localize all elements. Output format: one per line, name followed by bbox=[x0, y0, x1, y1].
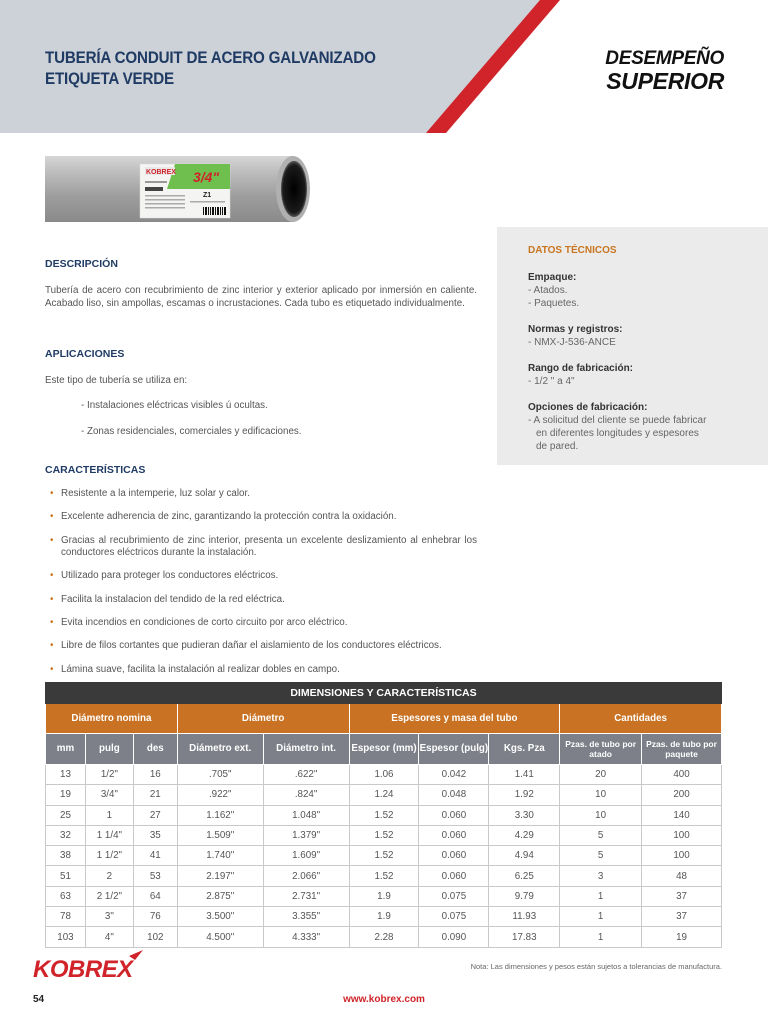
table-cell: 1.52 bbox=[349, 805, 419, 825]
table-cell: 2 1/2" bbox=[85, 886, 133, 906]
table-cell: .622" bbox=[263, 765, 349, 785]
table-cell: 4.94 bbox=[489, 846, 560, 866]
table-cell: 76 bbox=[133, 907, 177, 927]
table-cell: 0.060 bbox=[419, 825, 489, 845]
feature-text: Gracias al recubrimiento de zinc interior, presenta un excelente deslizamiento al enhebrar los conductores eléctricos durante la instalación. bbox=[61, 534, 477, 558]
table-cell: 5 bbox=[560, 846, 642, 866]
table-cell: 1.379" bbox=[263, 825, 349, 845]
table-cell: 0.060 bbox=[419, 846, 489, 866]
table-cell: 4" bbox=[85, 927, 133, 947]
table-cell: 37 bbox=[642, 907, 722, 927]
feature-item: • Evita incendios en condiciones de corto circuito por arco eléctrico. bbox=[50, 616, 348, 628]
feature-text: Excelente adherencia de zinc, garantizando la protección contra la oxidación. bbox=[61, 511, 397, 523]
kobrex-logo bbox=[33, 950, 148, 986]
table-cell: 100 bbox=[642, 846, 722, 866]
table-cell: 2.731" bbox=[263, 886, 349, 906]
table-cell: 3" bbox=[85, 907, 133, 927]
feature-text: Utilizado para proteger los conductores eléctricos. bbox=[61, 570, 279, 582]
features-heading: CARACTERÍSTICAS bbox=[45, 464, 146, 476]
table-cell: 38 bbox=[46, 846, 86, 866]
standards-label: Normas y registros: bbox=[528, 324, 623, 335]
table-cell: 3.355" bbox=[263, 907, 349, 927]
table-cell: 4.333" bbox=[263, 927, 349, 947]
table-row bbox=[46, 866, 722, 886]
table-cell: 1.609" bbox=[263, 846, 349, 866]
table-cell: 140 bbox=[642, 805, 722, 825]
table-cell: 41 bbox=[133, 846, 177, 866]
table-cell: 78 bbox=[46, 907, 86, 927]
table-cell: 1.52 bbox=[349, 825, 419, 845]
applications-heading: APLICACIONES bbox=[45, 348, 125, 360]
dimensions-table bbox=[45, 682, 722, 948]
table-cell: .705" bbox=[177, 765, 263, 785]
feature-text: Facilita la instalacion del tendido de la red eléctrica. bbox=[61, 593, 285, 605]
options-value: - A solicitud del cliente se puede fabricar bbox=[528, 415, 707, 426]
table-row bbox=[46, 846, 722, 866]
table-cell: 1.740" bbox=[177, 846, 263, 866]
feature-text: Libre de filos cortantes que pudieran dañar el aislamiento de los conductores eléctricos. bbox=[61, 640, 442, 652]
table-title: DIMENSIONES Y CARACTERÍSTICAS bbox=[46, 683, 722, 704]
table-cell: 200 bbox=[642, 785, 722, 805]
packaging-group bbox=[528, 271, 768, 310]
packaging-value: - Atados. bbox=[528, 285, 568, 296]
label-brand: KOBREX bbox=[146, 169, 176, 176]
table-cell: 11.93 bbox=[489, 907, 560, 927]
table-cell: 9.79 bbox=[489, 886, 560, 906]
table-cell: 51 bbox=[46, 866, 86, 886]
table-cell: 2 bbox=[85, 866, 133, 886]
table-cell: 17.83 bbox=[489, 927, 560, 947]
table-cell: 6.25 bbox=[489, 866, 560, 886]
table-cell: 63 bbox=[46, 886, 86, 906]
feature-text: Evita incendios en condiciones de corto circuito por arco eléctrico. bbox=[61, 616, 348, 628]
standards-group bbox=[528, 323, 768, 349]
table-cell: 1.41 bbox=[489, 765, 560, 785]
table-cell: 19 bbox=[46, 785, 86, 805]
table-cell: 1.92 bbox=[489, 785, 560, 805]
group-header: Diámetro nomina bbox=[46, 704, 178, 734]
table-cell: 1.162" bbox=[177, 805, 263, 825]
table-cell: 102 bbox=[133, 927, 177, 947]
table-cell: 0.075 bbox=[419, 886, 489, 906]
table-cell: 0.090 bbox=[419, 927, 489, 947]
column-header: Diámetro int. bbox=[263, 734, 349, 765]
table-cell: 100 bbox=[642, 825, 722, 845]
title-line-2: ETIQUETA VERDE bbox=[45, 70, 175, 88]
table-cell: 0.075 bbox=[419, 907, 489, 927]
table-cell: 1.24 bbox=[349, 785, 419, 805]
table-cell: 1.509" bbox=[177, 825, 263, 845]
group-header: Cantidades bbox=[560, 704, 722, 734]
feature-item: • Facilita la instalacion del tendido de la red eléctrica. bbox=[50, 593, 285, 605]
column-header: pulg bbox=[85, 734, 133, 765]
feature-item: • Libre de filos cortantes que pudieran dañar el aislamiento de los conductores eléctricos. bbox=[50, 640, 442, 652]
table-cell: 1 bbox=[560, 886, 642, 906]
column-header: Espesor (pulg) bbox=[419, 734, 489, 765]
label-code: Z1 bbox=[203, 192, 212, 199]
table-cell: 1.06 bbox=[349, 765, 419, 785]
column-header: Diámetro ext. bbox=[177, 734, 263, 765]
range-group bbox=[528, 362, 768, 388]
table-row bbox=[46, 907, 722, 927]
table-cell: 27 bbox=[133, 805, 177, 825]
table-row bbox=[46, 785, 722, 805]
table-cell: 10 bbox=[560, 805, 642, 825]
table-cell: 53 bbox=[133, 866, 177, 886]
table-cell: 4.29 bbox=[489, 825, 560, 845]
table-cell: 4.500" bbox=[177, 927, 263, 947]
description-heading: DESCRIPCIÓN bbox=[45, 258, 118, 270]
footnote: Nota: Las dimensiones y pesos están sujetos a tolerancias de manufactura. bbox=[470, 962, 722, 971]
description-text: Tubería de acero con recubrimiento de zinc interior y exterior aplicado por inmersión en caliente. Acabado liso, sin ampollas, escamas o incrustaciones. Cada tubo es etiquetado individualmente. bbox=[45, 285, 477, 309]
table-cell: 2.875" bbox=[177, 886, 263, 906]
table-cell: 21 bbox=[133, 785, 177, 805]
table-cell: 1 1/2" bbox=[85, 846, 133, 866]
table-cell: 1 bbox=[560, 907, 642, 927]
table-cell: .824" bbox=[263, 785, 349, 805]
tagline-line-2: SUPERIOR bbox=[606, 68, 724, 94]
group-header: Espesores y masa del tubo bbox=[349, 704, 560, 734]
table-cell: 0.060 bbox=[419, 866, 489, 886]
table-cell: 16 bbox=[133, 765, 177, 785]
feature-text: Lámina suave, facilita la instalación al realizar dobles en campo. bbox=[61, 663, 340, 675]
range-value: - 1/2 " a 4" bbox=[528, 376, 575, 387]
table-cell: 0.048 bbox=[419, 785, 489, 805]
column-header: Pzas. de tubo por paquete bbox=[642, 734, 722, 765]
table-cell: 2.066" bbox=[263, 866, 349, 886]
feature-text: Resistente a la intemperie, luz solar y calor. bbox=[61, 488, 250, 499]
feature-item: • Utilizado para proteger los conductores eléctricos. bbox=[50, 570, 279, 582]
svg-text:KOBREX: KOBREX bbox=[33, 956, 133, 983]
options-group bbox=[528, 401, 768, 453]
feature-item: • Resistente a la intemperie, luz solar y calor. bbox=[50, 488, 250, 499]
table-cell: 1/2" bbox=[85, 765, 133, 785]
packaging-label: Empaque: bbox=[528, 272, 577, 283]
table-cell: 64 bbox=[133, 886, 177, 906]
table-row bbox=[46, 765, 722, 785]
table-cell: 3.30 bbox=[489, 805, 560, 825]
table-cell: 103 bbox=[46, 927, 86, 947]
title-line-1: TUBERÍA CONDUIT DE ACERO GALVANIZADO bbox=[45, 49, 376, 67]
options-label: Opciones de fabricación: bbox=[528, 402, 648, 413]
column-header: Pzas. de tubo por atado bbox=[560, 734, 642, 765]
table-cell: 1.9 bbox=[349, 886, 419, 906]
applications-intro: Este tipo de tubería se utiliza en: bbox=[45, 375, 188, 386]
table-cell: 3/4" bbox=[85, 785, 133, 805]
table-cell: 35 bbox=[133, 825, 177, 845]
table-row bbox=[46, 825, 722, 845]
table-cell: 400 bbox=[642, 765, 722, 785]
page-title bbox=[45, 48, 376, 90]
feature-item: • Excelente adherencia de zinc, garantizando la protección contra la oxidación. bbox=[50, 511, 397, 523]
packaging-value: - Paquetes. bbox=[528, 298, 580, 309]
table-cell: 3 bbox=[560, 866, 642, 886]
table-cell: 1 bbox=[85, 805, 133, 825]
table-cell: .922" bbox=[177, 785, 263, 805]
table-cell: 2.197" bbox=[177, 866, 263, 886]
application-item: - Zonas residenciales, comerciales y edificaciones. bbox=[81, 426, 302, 437]
table-cell: 25 bbox=[46, 805, 86, 825]
group-header: Diámetro bbox=[177, 704, 349, 734]
technical-data-panel bbox=[497, 227, 768, 465]
column-header: des bbox=[133, 734, 177, 765]
table-body bbox=[46, 765, 722, 948]
table-cell: 1.52 bbox=[349, 866, 419, 886]
table-cell: 5 bbox=[560, 825, 642, 845]
table-cell: 37 bbox=[642, 886, 722, 906]
table-cell: 2.28 bbox=[349, 927, 419, 947]
options-value: en diferentes longitudes y espesores bbox=[536, 428, 699, 439]
column-header: Kgs. Pza bbox=[489, 734, 560, 765]
table-cell: 0.060 bbox=[419, 805, 489, 825]
options-value: de pared. bbox=[536, 441, 579, 452]
range-label: Rango de fabricación: bbox=[528, 363, 634, 374]
table-cell: 1 bbox=[560, 927, 642, 947]
table-cell: 20 bbox=[560, 765, 642, 785]
feature-item: • Lámina suave, facilita la instalación al realizar dobles en campo. bbox=[50, 663, 340, 675]
table-cell: 32 bbox=[46, 825, 86, 845]
table-cell: 3.500" bbox=[177, 907, 263, 927]
application-item: - Instalaciones eléctricas visibles ú ocultas. bbox=[81, 400, 268, 411]
features-list bbox=[45, 488, 477, 687]
table-row bbox=[46, 927, 722, 947]
label-size: 3/4" bbox=[193, 169, 220, 185]
column-header: Espesor (mm) bbox=[349, 734, 419, 765]
product-pipe-image bbox=[45, 155, 310, 223]
feature-item: • Gracias al recubrimiento de zinc interior, presenta un excelente deslizamiento al enhebrar los conductores eléctricos durante la instalación. bbox=[50, 534, 477, 558]
table-cell: 1.048" bbox=[263, 805, 349, 825]
website-link[interactable]: www.kobrex.com bbox=[343, 994, 425, 1005]
table-cell: 19 bbox=[642, 927, 722, 947]
column-header: mm bbox=[46, 734, 86, 765]
table-cell: 1 1/4" bbox=[85, 825, 133, 845]
standards-value: - NMX-J-536-ANCE bbox=[528, 337, 616, 348]
table-row bbox=[46, 886, 722, 906]
table-cell: 48 bbox=[642, 866, 722, 886]
table-cell: 10 bbox=[560, 785, 642, 805]
table-cell: 1.9 bbox=[349, 907, 419, 927]
page-number: 54 bbox=[33, 994, 45, 1005]
tagline-line-1: DESEMPEÑO bbox=[605, 48, 724, 69]
technical-data-title: DATOS TÉCNICOS bbox=[528, 245, 617, 256]
tagline bbox=[605, 48, 724, 93]
table-cell: 0.042 bbox=[419, 765, 489, 785]
table-cell: 1.52 bbox=[349, 846, 419, 866]
table-cell: 13 bbox=[46, 765, 86, 785]
table-row bbox=[46, 805, 722, 825]
